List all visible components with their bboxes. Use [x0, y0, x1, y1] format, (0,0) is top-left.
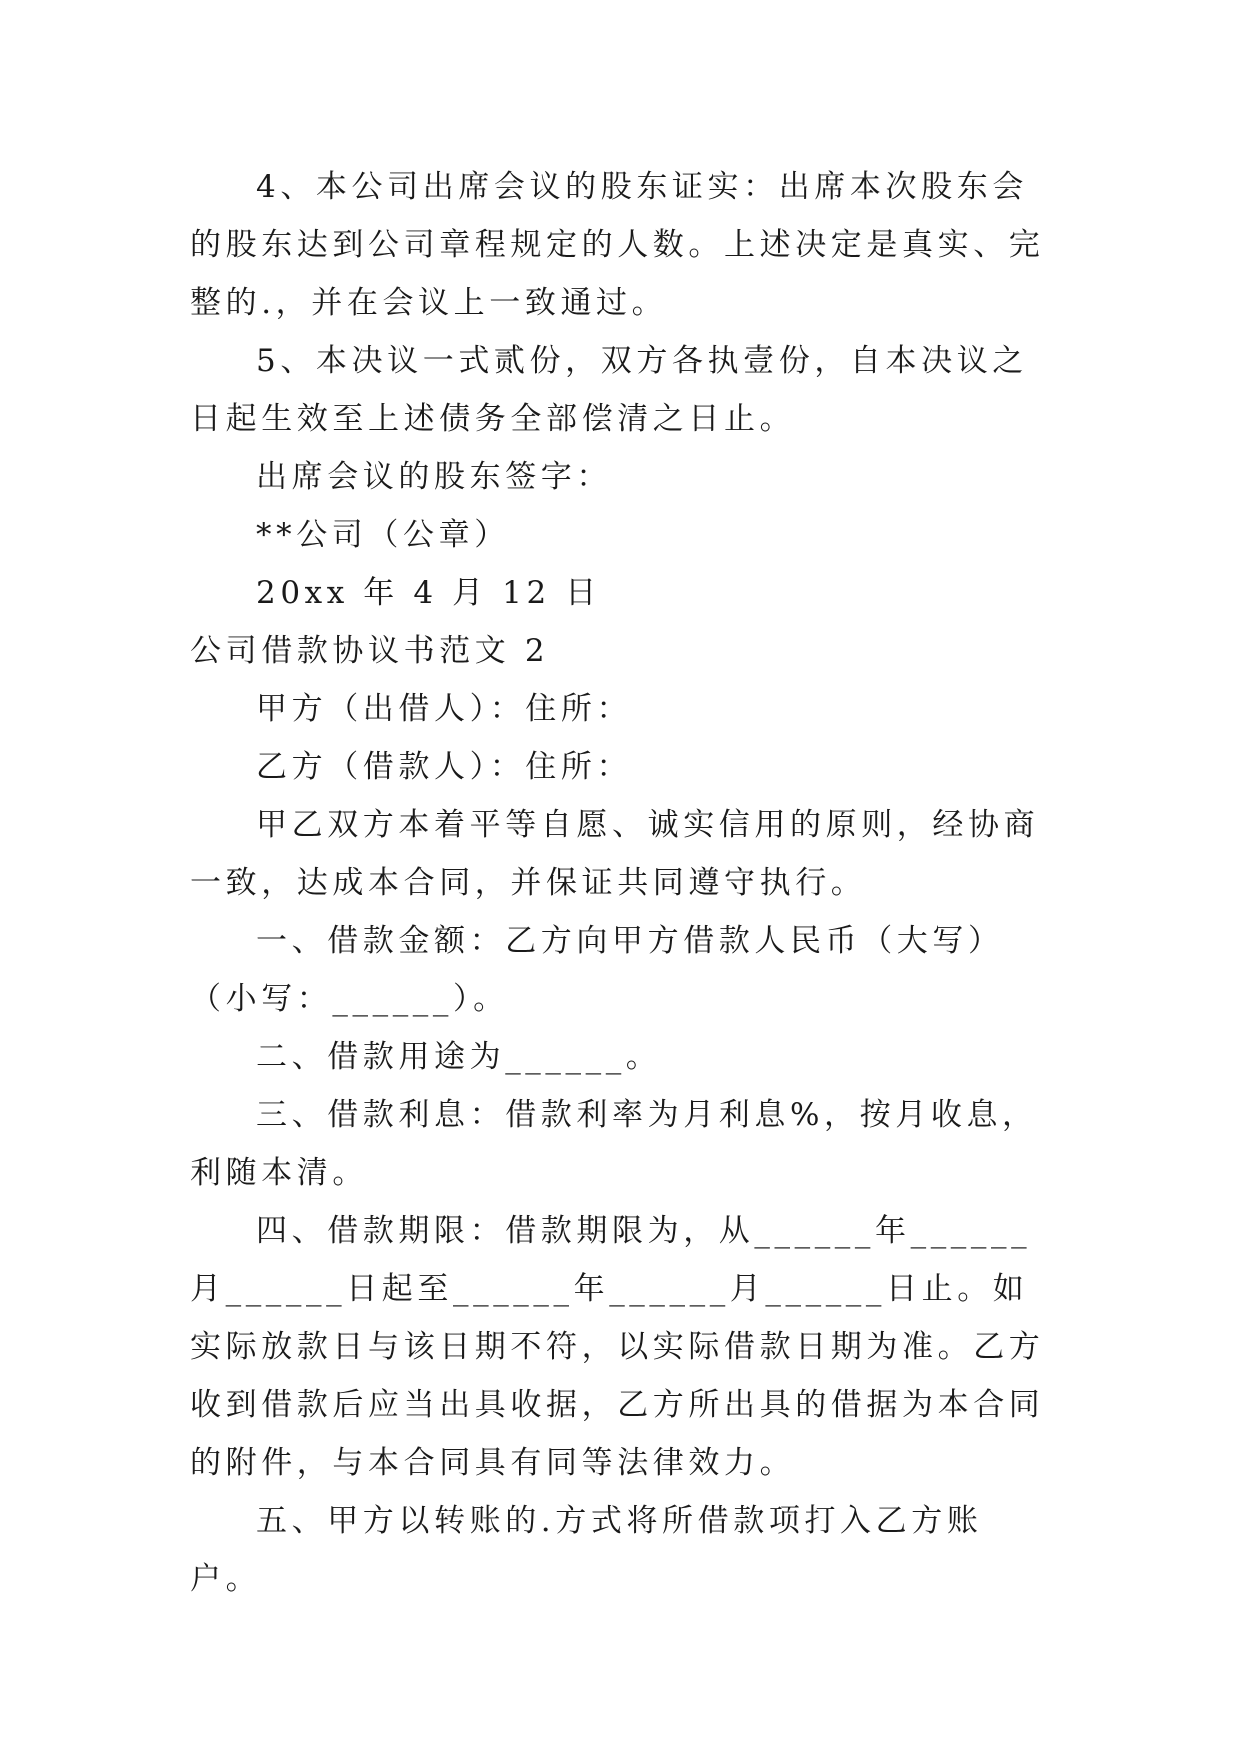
section-title: 公司借款协议书范文 2: [190, 633, 550, 669]
paragraph-loan-purpose: 二、借款用途为______。: [256, 1039, 662, 1075]
paragraph-date: 20xx 年 4 月 12 日: [256, 575, 601, 611]
paragraph-company-seal: **公司（公章）: [256, 517, 510, 553]
paragraph-signature-line: 出席会议的股东签字：: [256, 459, 612, 495]
paragraph-principles: 甲乙双方本着平等自愿、诚实信用的原则，经协商一致，达成本合同，并保证共同遵守执行。: [190, 807, 1040, 901]
document-body: [190, 158, 1050, 1608]
paragraph-loan-term: 四、借款期限：借款期限为，从______年______月______日起至______年______月______日止。如实际放款日与该日期不符，以实际借款日期为准。乙方收到借款后应当出具收据，乙方所出具的借据为本合同的附件，与本合同具有同等法律效力。: [190, 1213, 1045, 1481]
paragraph-shareholder-confirmation: 4、本公司出席会议的股东证实：出席本次股东会的股东达到公司章程规定的人数。上述决定是真实、完整的.，并在会议上一致通过。: [190, 169, 1045, 321]
paragraph-party-a: 甲方（出借人）：住所：: [256, 691, 633, 727]
paragraph-loan-interest: 三、借款利息：借款利率为月利息%，按月收息，利随本清。: [190, 1097, 1038, 1191]
paragraph-party-b: 乙方（借款人）：住所：: [256, 749, 633, 785]
paragraph-resolution-copies: 5、本决议一式贰份，双方各执壹份，自本决议之日起生效至上述债务全部偿清之日止。: [190, 343, 1028, 437]
paragraph-loan-amount: 一、借款金额：乙方向甲方借款人民币（大写）（小写：______）。: [190, 923, 1004, 1017]
paragraph-transfer-method: 五、甲方以转账的.方式将所借款项打入乙方账户。: [190, 1503, 983, 1597]
